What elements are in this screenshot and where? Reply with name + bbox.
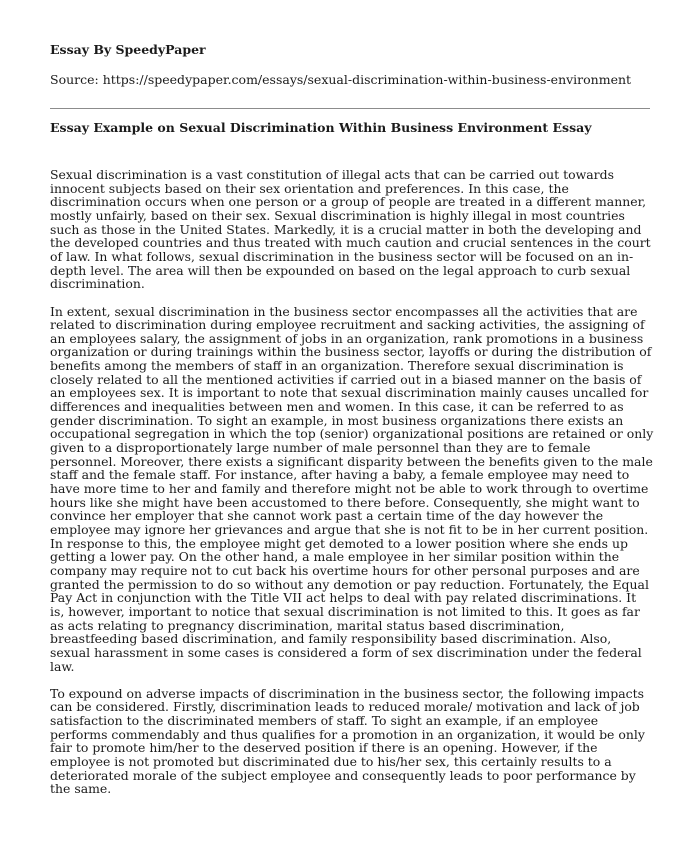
- document-header: [50, 42, 660, 88]
- source-link[interactable]: https://speedypaper.com/essays/sexual-discrimination-within-business-environment: [102, 72, 632, 87]
- essay-title: Essay Example on Sexual Discrimination Within Business Environment Essay: [50, 120, 592, 135]
- source-label: Source:: [50, 72, 103, 87]
- essay-paragraph-3: To expound on adverse impacts of discrimination in the business sector, the following impacts can be considered. Firstly, discrimination leads to reduced morale/ motivation and lack of job satisfaction to the discriminated members of staff. To sight an example, if an employee performs commendably and thus qualifies for a promotion in an organization, it would be only fair to promote him/her to the deserved position if there is an opening. However, if the employee is not promoted but discriminated due to his/her sex, this certainly results to a deteriorated morale of the subject employee and consequently leads to poor performance by the same.: [50, 685, 645, 797]
- source-line: [50, 72, 660, 88]
- essay-paragraph-1: Sexual discrimination is a vast constitution of illegal acts that can be carried out towards innocent subjects based on their sex orientation and preferences. In this case, the discrimination occurs when one person or a group of people are treated in a different manner, mostly unfairly, based on their sex. Sexual discrimination is highly illegal in most countries such as those in the United States. Markedly, it is a crucial matter in both the developing and the developed countries and thus treated with much caution and crucial sentences in the court of law. In what follows, sexual discrimination in the business sector will be focused on an in-depth level. The area will then be expounded on based on the legal approach to curb sexual discrimination.: [50, 167, 651, 292]
- brand-line: Essay By SpeedyPaper: [50, 42, 206, 57]
- header-divider: [50, 108, 650, 109]
- essay-paragraph-2: In extent, sexual discrimination in the business sector encompasses all the activities that are related to discrimination during employee recruitment and sacking activities, the assigning of an employees salary, the assignment of jobs in an organization, rank promotions in a business organization or during trainings within the business sector, layoffs or during the distribution of benefits among the members of staff in an organization. Therefore sexual discrimination is closely related to all the mentioned activities if carried out in a biased manner on the basis of an employees sex. It is important to note that sexual discrimination mainly causes uncalled for differences and inequalities between men and women. In this case, it can be referred to as gender discrimination. To sight an example, in most business organizations there exists an occupational segregation in which the top (senior) organizational positions are retained or only given to a disproportionately large number of male personnel than they are to female personnel. Moreover, there exists a significant disparity between the benefits given to the male staff and the female staff. For instance, after having a baby, a female employee may need to have more time to her and family and therefore might not be able to work through to overtime hours like she might have been accustomed to there before. Consequently, she might want to convince her employer that she cannot work past a certain time of the day however the employee may ignore her grievances and argue that she is not fit to be in her current position. In response to this, the employee might get demoted to a lower position where she ends up getting a lower pay. On the other hand, a male employee in her similar position within the company may require not to cut back his overtime hours for other personal purposes and are granted the permission to do so without any demotion or pay reduction. Fortunately, the Equal Pay Act in conjunction with the Title VII act helps to deal with pay related discriminations. It is, however, important to notice that sexual discrimination is not limited to this. It goes as far as acts relating to pregnancy discrimination, marital status based discrimination, breastfeeding based discrimination, and family responsibility based discrimination. Also, sexual harassment in some cases is considered a form of sex discrimination under the federal law.: [50, 303, 654, 674]
- essay-body: [50, 168, 654, 810]
